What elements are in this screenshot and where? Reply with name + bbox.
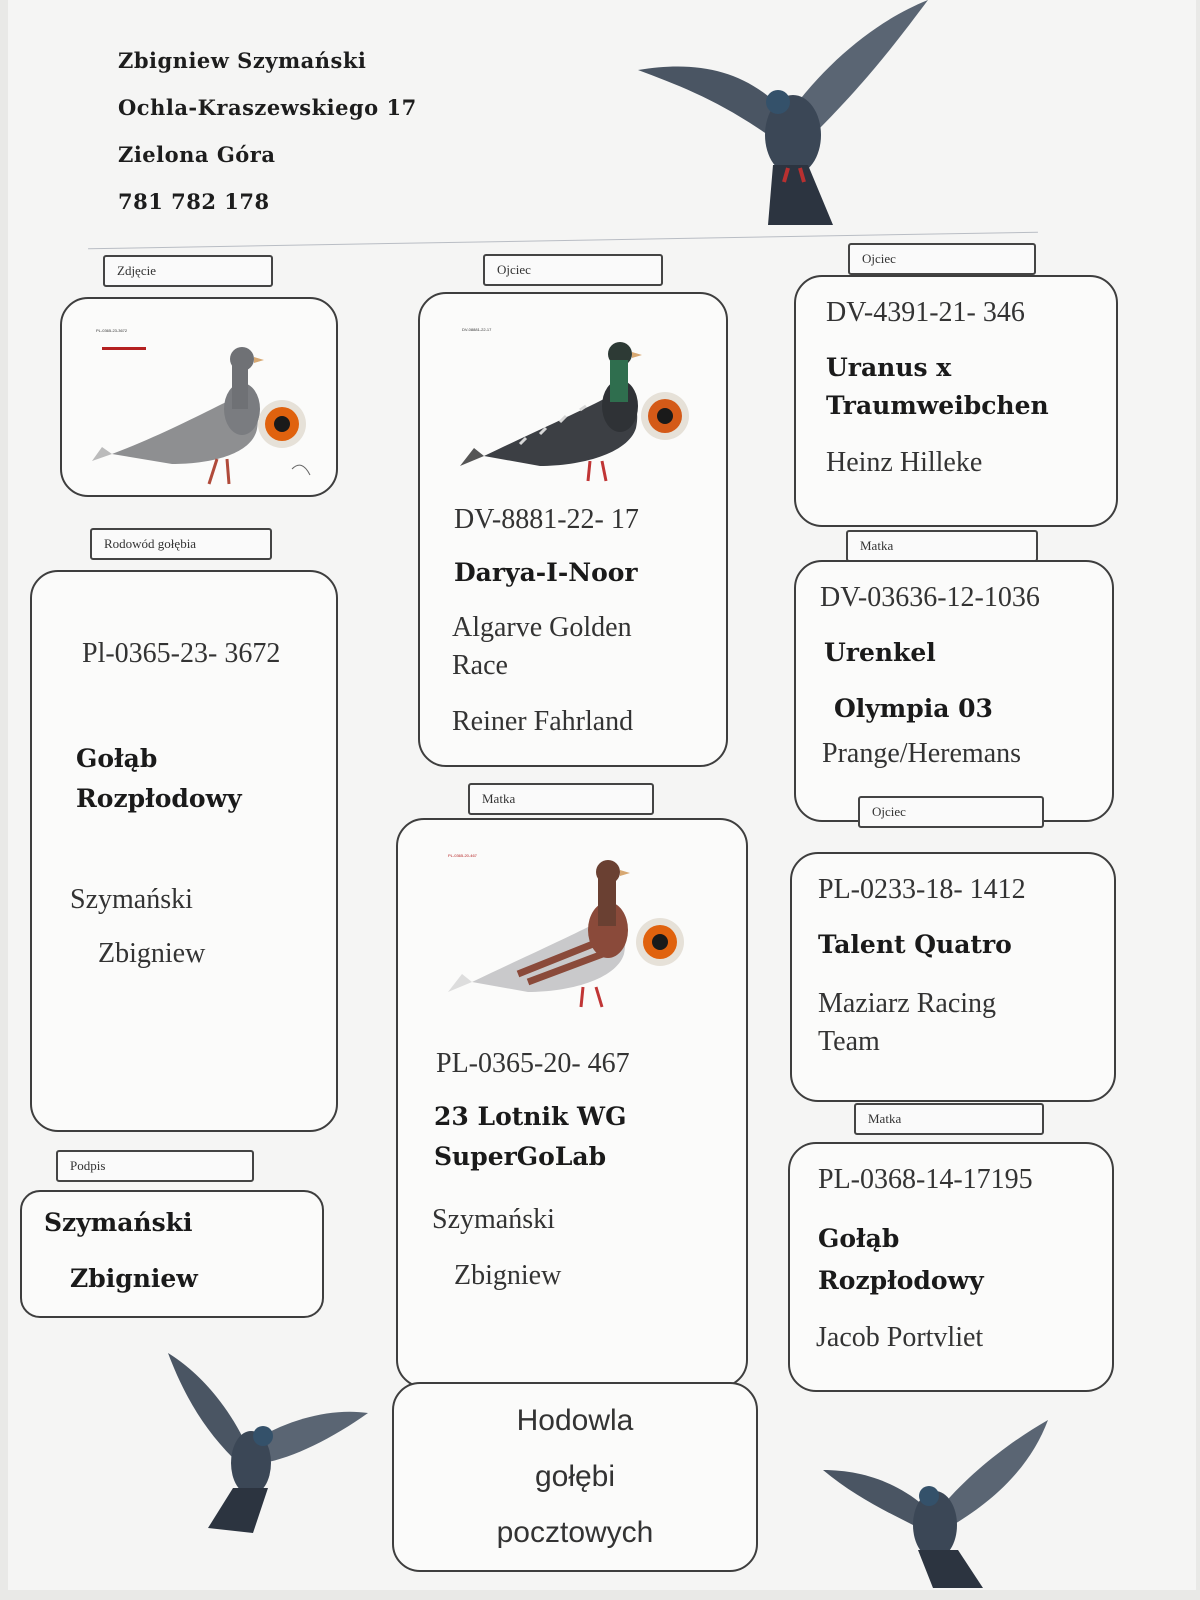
father-strain-line1: Algarve Golden (452, 612, 632, 643)
photo-label: Zdjęcie (103, 255, 273, 287)
loft-line1: Hodowla (516, 1404, 634, 1437)
subject-name-line1: Gołąb (76, 744, 158, 773)
mother-father-label: Ojciec (858, 796, 1044, 828)
mother-father-ring: PL-0233-18- 1412 (818, 874, 1026, 905)
father-strain-line2: Race (452, 650, 508, 681)
subject-card (30, 570, 338, 1132)
mother-photo-caption: PL-0365-20-467 (448, 853, 477, 858)
flying-pigeon-icon (823, 1410, 1053, 1590)
mother-father-breeder-line2: Team (818, 1026, 880, 1057)
father-father-name-line2: Traumweibchen (826, 391, 1049, 420)
pigeon-photo-icon (448, 842, 688, 1017)
owner-block (118, 48, 417, 236)
mother-label: Matka (468, 783, 654, 815)
father-mother-ring: DV-03636-12-1036 (820, 582, 1040, 613)
subject-breeder-line1: Szymański (70, 884, 193, 915)
father-mother-breeder: Prange/Heremans (822, 738, 1022, 769)
pigeon-photo-icon (460, 316, 700, 486)
signature-card (20, 1190, 324, 1318)
father-father-label: Ojciec (848, 243, 1036, 275)
father-card (418, 292, 728, 767)
pedigree-sheet (8, 0, 1196, 1590)
mother-father-card (790, 852, 1116, 1102)
father-father-name-line1: Uranus x (826, 353, 952, 382)
mother-breeder-line1: Szymański (432, 1204, 555, 1235)
mother-father-name: Talent Quatro (818, 930, 1012, 959)
mother-father-breeder-line1: Maziarz Racing (818, 988, 997, 1019)
signature-line2: Zbigniew (70, 1264, 198, 1293)
father-ring: DV-8881-22- 17 (454, 504, 639, 535)
mother-ring: PL-0365-20- 467 (436, 1048, 630, 1079)
father-mother-name-line2: Olympia 03 (834, 694, 993, 723)
mother-breeder-line2: Zbigniew (454, 1260, 562, 1291)
owner-city: Zielona Góra (118, 142, 276, 167)
father-breeder: Reiner Fahrland (452, 706, 634, 737)
signature-line1: Szymański (44, 1208, 193, 1237)
subject-photo-frame (60, 297, 338, 497)
father-father-card (794, 275, 1118, 527)
loft-line2: gołębi (534, 1460, 616, 1493)
mother-mother-name-line1: Gołąb (818, 1224, 900, 1253)
father-label: Ojciec (483, 254, 663, 286)
flying-pigeon-icon (163, 1348, 373, 1538)
mother-mother-name-line2: Rozpłodowy (818, 1266, 984, 1295)
mother-mother-card (788, 1142, 1114, 1392)
subject-photo-caption: PL-0365-23-3672 (96, 328, 128, 333)
mother-mother-ring: PL-0368-14-17195 (818, 1164, 1033, 1195)
flying-pigeon-icon (638, 0, 938, 235)
owner-phone: 781 782 178 (118, 189, 270, 214)
father-father-breeder: Heinz Hilleke (826, 447, 983, 478)
owner-street: Ochla-Kraszewskiego 17 (118, 95, 417, 120)
mother-mother-label: Matka (854, 1103, 1044, 1135)
mother-mother-breeder: Jacob Portvliet (816, 1322, 984, 1353)
subject-name-line2: Rozpłodowy (76, 784, 242, 813)
loft-card (392, 1382, 758, 1572)
father-mother-label: Matka (846, 530, 1038, 562)
signature-label: Podpis (56, 1150, 254, 1182)
father-name: Darya-I-Noor (454, 558, 638, 587)
subject-breeder-line2: Zbigniew (98, 938, 206, 969)
owner-name: Zbigniew Szymański (118, 48, 367, 73)
father-mother-name-line1: Urenkel (824, 638, 936, 667)
loft-line3: pocztowych (496, 1516, 654, 1549)
mother-name-line2: SuperGoLab (434, 1142, 607, 1171)
father-father-ring: DV-4391-21- 346 (826, 297, 1025, 328)
pedigree-label: Rodowód gołębia (90, 528, 272, 560)
subject-ring: Pl-0365-23- 3672 (82, 638, 281, 669)
father-mother-card (794, 560, 1114, 822)
mother-name-line1: 23 Lotnik WG (434, 1102, 627, 1131)
father-photo-caption: DV-08881-22-17 (462, 327, 492, 332)
pigeon-photo-icon (92, 319, 322, 489)
mother-card (396, 818, 748, 1388)
